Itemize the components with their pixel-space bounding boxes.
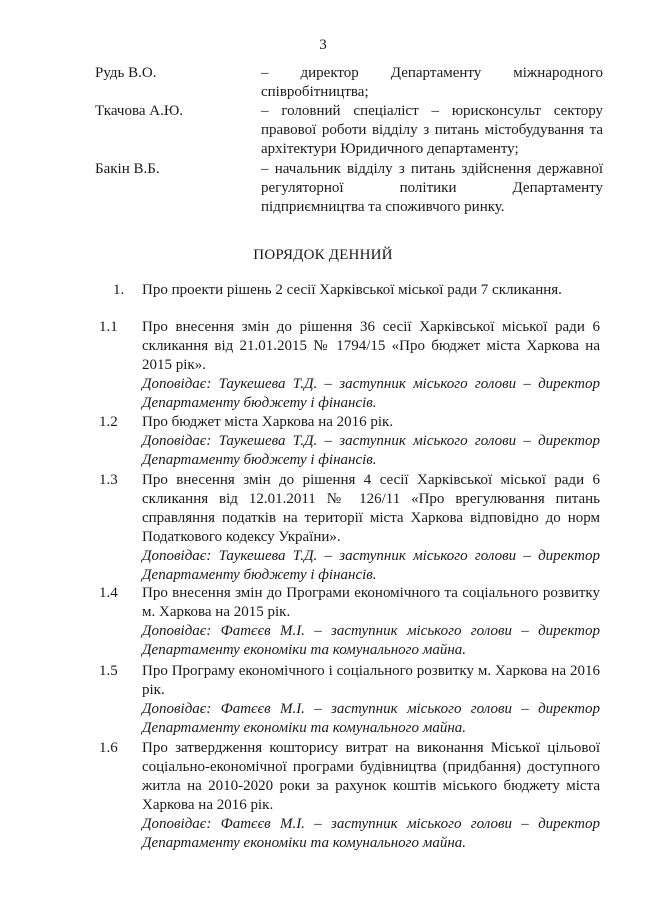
agenda-item-body [142, 318, 600, 413]
agenda-title: ПОРЯДОК ДЕННИЙ [253, 247, 393, 263]
agenda-item-body [142, 413, 600, 470]
agenda-item-number: 1.2 [99, 414, 118, 430]
attendee-role: – директор Департаменту міжнародного співробітництва; [261, 65, 603, 100]
agenda-item-number: 1.1 [99, 319, 118, 335]
page-number: 3 [319, 37, 327, 53]
agenda-item-title: Про Програму економічного і соціального розвитку м. Харкова на 2016 рік. [142, 663, 600, 698]
agenda-item-title: Про проекти рішень 2 сесії Харківської міської ради 7 скликання. [142, 282, 562, 298]
agenda-item-body [142, 739, 600, 853]
agenda-item-speaker: Доповідає: Фатєєв М.І. – заступник міського голови – директор Департаменту економіки та комунального майна. [142, 701, 600, 736]
agenda-item-body [142, 281, 600, 300]
attendee-role: – начальник відділу з питань здійснення державної регуляторної політики Департаменту підприємництва та споживчого ринку. [261, 161, 603, 215]
attendee-name: Ткачова А.Ю. [95, 103, 183, 119]
agenda-item-number: 1. [113, 282, 125, 298]
agenda-item-title: Про внесення змін до рішення 36 сесії Харківської міської ради 6 скликання від 21.01.2015 № 1794/15 «Про бюджет міста Харкова на 2015 рік». [142, 319, 600, 373]
agenda-item-body [142, 471, 600, 585]
attendee-role: – головний спеціаліст – юрисконсульт сектору правової роботи відділу з питань містобудування та архітектури Юридичного департаменту; [261, 103, 603, 157]
agenda-item-speaker: Доповідає: Фатєєв М.І. – заступник міського голови – директор Департаменту економіки та комунального майна. [142, 816, 600, 851]
agenda-item-number: 1.3 [99, 472, 118, 488]
agenda-item-title: Про внесення змін до рішення 4 сесії Харківської міської ради 6 скликання від 12.01.2011 № 126/11 «Про врегулювання питань справляння податків на території міста Харкова відповідно до норм Податкового кодексу України». [142, 472, 600, 545]
agenda-item-title: Про затвердження кошторису витрат на виконання Міської цільової соціально-економічної програми будівництва (придбання) доступного житла на 2010-2020 роки за рахунок коштів міського бюджету міста Харкова на 2016 рік. [142, 740, 600, 813]
agenda-item-title: Про внесення змін до Програми економічного та соціального розвитку м. Харкова на 2015 рік. [142, 585, 600, 620]
agenda-item-number: 1.4 [99, 585, 118, 601]
attendee-name: Рудь В.О. [95, 65, 157, 81]
agenda-item-number: 1.5 [99, 663, 118, 679]
agenda-item-speaker: Доповідає: Таукешева Т.Д. – заступник міського голови – директор Департаменту бюджету і фінансів. [142, 433, 600, 468]
agenda-item-body [142, 662, 600, 738]
agenda-item-speaker: Доповідає: Таукешева Т.Д. – заступник міського голови – директор Департаменту бюджету і фінансів. [142, 376, 600, 411]
agenda-item-speaker: Доповідає: Фатєєв М.І. – заступник міського голови – директор Департаменту економіки та комунального майна. [142, 623, 600, 658]
agenda-item-number: 1.6 [99, 740, 118, 756]
agenda-item-title: Про бюджет міста Харкова на 2016 рік. [142, 414, 394, 430]
attendee-name: Бакін В.Б. [95, 161, 160, 177]
agenda-item-body [142, 584, 600, 660]
agenda-item-speaker: Доповідає: Таукешева Т.Д. – заступник міського голови – директор Департаменту бюджету і фінансів. [142, 548, 600, 583]
